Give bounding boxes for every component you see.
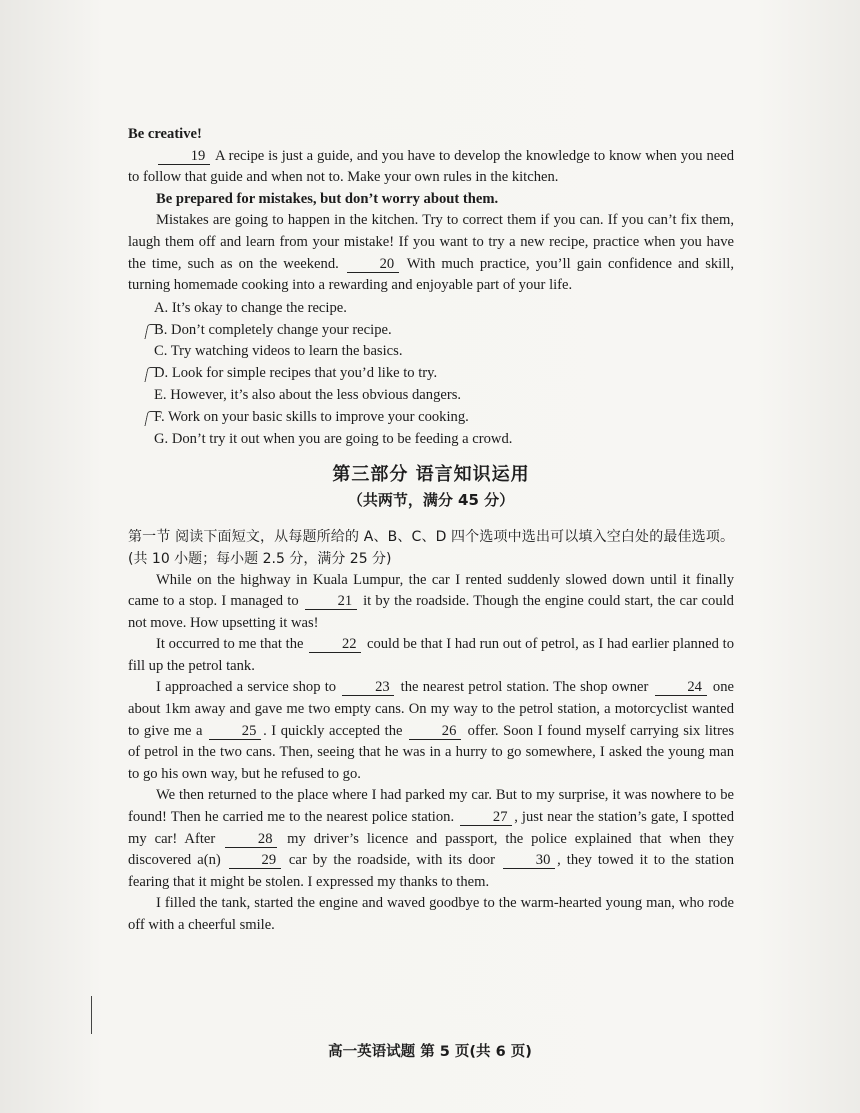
section-one-instructions: 第一节 阅读下面短文，从每题所给的 A、B、C、D 四个选项中选出可以填入空白处的最佳选项。(共 10 小题；每小题 2.5 分，满分 25 分) (128, 528, 734, 567)
story-text: . I quickly accepted the (263, 722, 403, 739)
heading-be-creative: Be creative! (128, 126, 202, 142)
story-text: one about 1km away and gave me two empty cans. On my way to the petrol station, a motorcyclist wanted to give me a (128, 679, 734, 739)
blank-25[interactable]: 25 (209, 723, 261, 740)
story-text: I approached a service shop to (156, 679, 337, 696)
option-f-text: F. Work on your basic skills to improve your cooking. (154, 408, 469, 425)
story-paragraph-2 (128, 634, 734, 677)
story-text: the nearest petrol station. The shop owner (400, 679, 649, 696)
story-text: car by the roadside, with its door (288, 852, 495, 869)
story-text: While on the highway in Kuala Lumpur, the car I rented suddenly slowed down until it finally came to a stop. I managed to (128, 571, 734, 610)
option-e[interactable]: E. However, it’s also about the less obvious dangers. (154, 386, 462, 403)
blank-20[interactable]: 20 (347, 256, 399, 273)
part-three-title: 第三部分 语言知识运用 (332, 464, 530, 486)
part-three-subtitle: （共两节，满分 45 分） (347, 490, 515, 509)
paragraph-20 (128, 210, 734, 296)
paragraph-19-text: A recipe is just a guide, and you have to develop the knowledge to know when you need to follow that guide and when not to. Make your own rules in the kitchen. (128, 147, 734, 186)
blank-21[interactable]: 21 (305, 593, 357, 610)
option-b[interactable] (128, 320, 734, 342)
blank-19[interactable]: 19 (158, 148, 210, 165)
blank-30[interactable]: 30 (503, 852, 555, 869)
paragraph-20-text-a: Mistakes are going to happen in the kitchen. Try to correct them if you can. If you can’t fix them, laugh them off and learn from your mistake! If you want to try a new recipe, practice when you have the time, such as on the weekend. (128, 212, 734, 272)
blank-29[interactable]: 29 (229, 852, 281, 869)
margin-line (91, 996, 92, 1034)
story-text: could be that I had run out of petrol, as I had earlier planned to fill up the petrol tank. (128, 636, 735, 674)
option-f[interactable] (128, 407, 734, 429)
story-paragraph-1 (128, 570, 734, 635)
page-footer: 高一英语试题 第 5 页(共 6 页) (328, 1044, 532, 1060)
story-text: It occurred to me that the (156, 636, 304, 653)
story-text: We then returned to the place where I had parked my car. But to my surprise, it was nowhere to be found! Then he carried me to the nearest police station. (128, 787, 734, 826)
option-g[interactable]: G. Don’t try it out when you are going to be feeding a crowd. (154, 430, 513, 447)
story-text: , they towed it to the station fearing that it might be stolen. I expressed my thanks to them. (128, 852, 735, 890)
story-paragraph-5: I filled the tank, started the engine and waved goodbye to the warm-hearted young man, who rode off with a cheerful smile. (128, 895, 734, 934)
blank-24[interactable]: 24 (655, 679, 707, 696)
blank-23[interactable]: 23 (342, 679, 394, 696)
option-a[interactable]: A. It’s okay to change the recipe. (154, 299, 347, 316)
story-paragraph-4 (128, 785, 734, 893)
story-text: my driver’s licence and passport, the police explained that when they discovered a(n) (128, 830, 735, 869)
paragraph-19 (128, 146, 734, 189)
option-d-text: D. Look for simple recipes that you’d like to try. (154, 365, 438, 382)
option-list (128, 298, 734, 451)
option-d[interactable] (128, 363, 734, 385)
story-paragraph-3 (128, 677, 734, 785)
paragraph-20-text-b: With much practice, you’ll gain confidence and skill, turning homemade cooking into a rewarding and enjoyable part of your life. (128, 255, 734, 294)
blank-22[interactable]: 22 (309, 636, 361, 653)
blank-26[interactable]: 26 (409, 723, 461, 740)
blank-27[interactable]: 27 (460, 809, 512, 826)
option-b-text: B. Don’t completely change your recipe. (154, 321, 392, 338)
story-text: , just near the station’s gate, I spotted my car! After (128, 809, 734, 847)
story-text: offer. Soon I found myself carrying six litres of petrol in the two cans. Then, seeing that he was in a hurry to go somewhere, I asked the young man to go his own way, but he refused to go. (128, 722, 735, 782)
content-column (128, 124, 734, 937)
option-c[interactable]: C. Try watching videos to learn the basics. (154, 343, 403, 360)
blank-28[interactable]: 28 (225, 831, 277, 848)
heading-mistakes: Be prepared for mistakes, but don’t worry about them. (156, 190, 499, 207)
story-text: it by the roadside. Though the engine could start, the car could not move. How upsetting it was! (128, 593, 734, 631)
